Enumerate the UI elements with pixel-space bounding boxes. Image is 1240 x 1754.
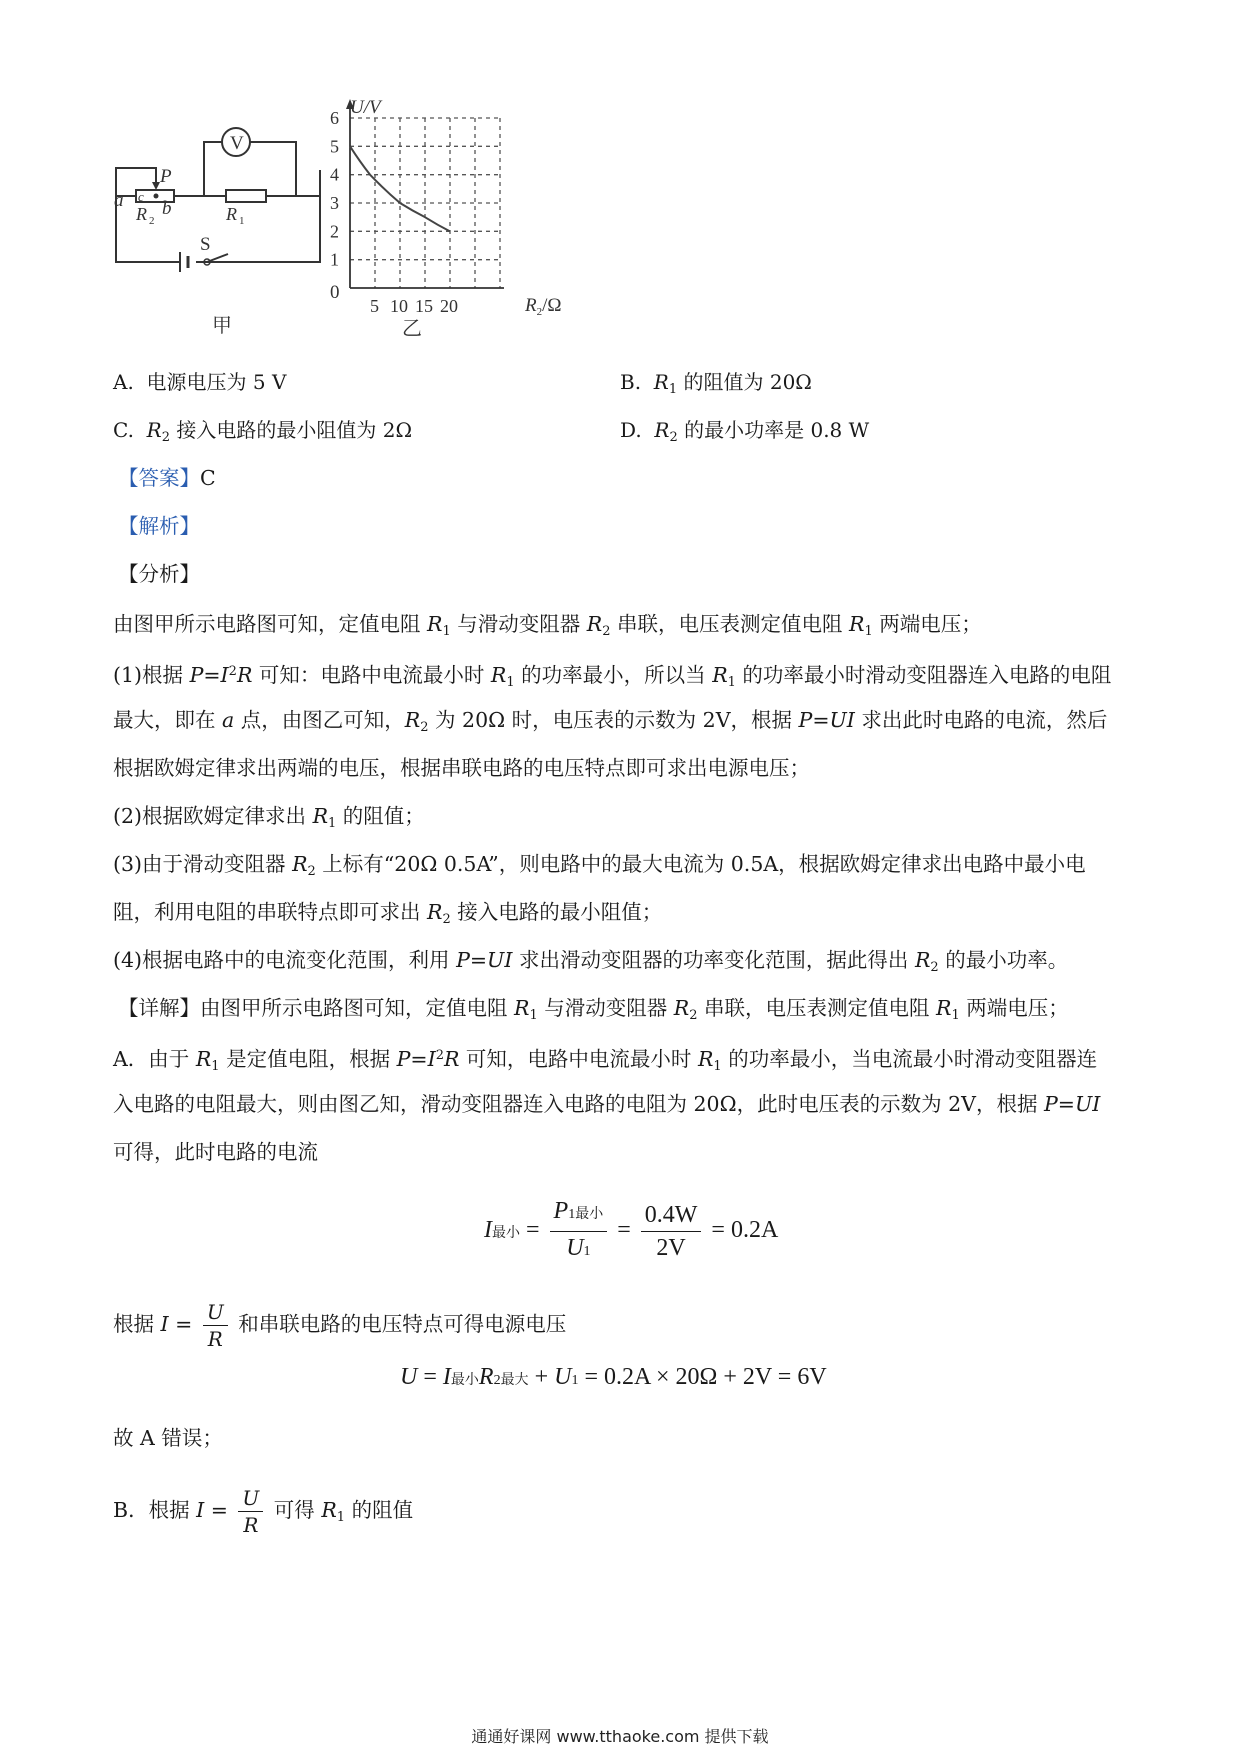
x-axis-label: [524, 295, 562, 318]
y-tick-label: 2: [330, 221, 339, 242]
option-d-sub: 2: [669, 430, 678, 445]
option-c-sub: 2: [161, 430, 171, 445]
option-c-text: 接入电路的最小阻值为 2Ω: [176, 418, 413, 442]
graph-grid: [350, 118, 500, 288]
x-tick-label: 10: [390, 296, 408, 316]
option-d-text: 的最小功率是 0.8 W: [684, 418, 870, 442]
option-c: [113, 416, 412, 452]
option-b-text: 的阻值为 20Ω: [683, 370, 812, 394]
option-a-label: A.: [113, 370, 134, 394]
formula-u: U = I最小R2最大 + U1 = 0.2A × 20Ω + 2V = 6V: [400, 1364, 827, 1390]
circuit-caption: 甲: [212, 315, 232, 337]
x-axis-label-unit: /Ω: [542, 295, 562, 316]
para-10: B．根据 I = $\frac{U}{R}$ 可得 $R_1$ 的阻值: [113, 1486, 414, 1537]
x-axis-label-var: R: [525, 295, 537, 316]
option-b-var: R: [653, 370, 669, 394]
label-P: P: [160, 166, 172, 187]
fenxi-tag: 【分析】: [118, 562, 200, 586]
footer: 通通好课网 www.tthaoke.com 提供下载: [471, 1727, 769, 1746]
x-axis-label-sub: 2: [536, 306, 543, 318]
para-7c: 可得，此时电路的电流: [113, 1140, 318, 1164]
answer-value: C: [200, 466, 216, 490]
label-R1: R: [226, 204, 237, 224]
label-S: S: [200, 234, 211, 255]
option-c-var: R: [146, 418, 162, 442]
para-9: 故 A 错误；: [113, 1426, 223, 1450]
answer-line: [118, 464, 216, 492]
option-a-text: 电源电压为 5 V: [146, 370, 287, 394]
answer-tag: 【答案】: [118, 466, 200, 490]
para-5: (4)根据电路中的电流变化范围，利用 P=UI 求出滑动变阻器的功率变化范围，据此得出 $R_2$ 的最小功率。: [113, 948, 1069, 975]
y-tick-label: 5: [330, 136, 339, 157]
para-4a: (3)由于滑动变阻器 $R_2$ 上标有“20Ω 0.5A”，则电路中的最大电流为 0.5A，根据欧姆定律求出电路中最小电: [113, 852, 1086, 879]
y-tick-label: 3: [330, 193, 339, 213]
origin-label: 0: [330, 282, 340, 303]
option-b-label: B.: [620, 370, 642, 394]
option-d-var: R: [654, 418, 670, 442]
y-axis-label: U/V: [350, 97, 381, 118]
circuit-diagram: [100, 120, 340, 340]
para-8: 根据 I = $\frac{U}{R}$ 和串联电路的电压特点可得电源电压: [113, 1300, 567, 1351]
label-V: V: [230, 133, 244, 154]
x-tick-label: 15: [415, 296, 433, 316]
option-c-label: C.: [113, 418, 134, 442]
formula-i-min: I最小 = $\frac{\text{P1最小}}{U1}$ = $\frac{0.4W}{2V}$ = 0.2A: [484, 1198, 779, 1261]
y-tick-label: 4: [330, 164, 339, 185]
option-b-sub: 1: [668, 382, 678, 397]
label-R2: R: [136, 204, 147, 224]
para-7b: 入电路的电阻最大，则由图乙知，滑动变阻器连入电路的电阻为 20Ω，此时电压表的示数为 2V，根据 P=UI: [113, 1092, 1101, 1116]
y-tick-label: 1: [330, 249, 339, 270]
option-d-label: D.: [620, 418, 642, 442]
u-r2-graph: [330, 95, 590, 340]
x-tick-label: 20: [440, 296, 458, 316]
label-c: c: [138, 189, 144, 204]
label-R1-sub: 1: [239, 215, 245, 227]
jiexi-tag: 【解析】: [118, 514, 200, 538]
para-2a: (1)根据 $P=I^2R$ 可知：电路中电流最小时 $R_1$ 的功率最小，所以当 $R_1$ 的功率最小时滑动变阻器连入电路的电阻: [113, 663, 1112, 690]
x-tick-label: 5: [370, 296, 379, 316]
para-7a: A．由于 $R_1$ 是定值电阻，根据 $P=I^2R$ 可知，电路中电流最小时 $R_1$ 的功率最小，当电流最小时滑动变阻器连: [113, 1047, 1098, 1074]
para-1: 由图甲所示电路图可知，定值电阻 $R_1$ 与滑动变阻器 $R_2$ 串联，电压表测定值电阻 $R_1$ 两端电压；: [113, 612, 982, 639]
para-3: (2)根据欧姆定律求出 $R_1$ 的阻值；: [113, 804, 425, 831]
label-R2-sub: 2: [149, 215, 155, 227]
para-4b: 阻，利用电阻的串联特点即可求出 $R_2$ 接入电路的最小阻值；: [113, 900, 663, 927]
label-b: b: [162, 198, 172, 219]
option-b: [620, 368, 812, 404]
xiangjie-tag: 【详解】: [118, 996, 200, 1020]
para-6: 【详解】由图甲所示电路图可知，定值电阻 $R_1$ 与滑动变阻器 $R_2$ 串联，电压表测定值电阻 $R_1$ 两端电压；: [118, 996, 1069, 1023]
para-2b: 最大，即在 a 点，由图乙可知，$R_2$ 为 20Ω 时，电压表的示数为 2V，根据 P=UI 求出此时电路的电流，然后: [113, 708, 1108, 735]
graph-caption: 乙: [402, 318, 422, 340]
option-d: [620, 416, 869, 452]
label-a: a: [114, 190, 124, 211]
para-2c: 根据欧姆定律求出两端的电压，根据串联电路的电压特点即可求出电源电压；: [113, 756, 810, 780]
option-a: [113, 368, 286, 396]
y-tick-label: 6: [330, 108, 339, 128]
